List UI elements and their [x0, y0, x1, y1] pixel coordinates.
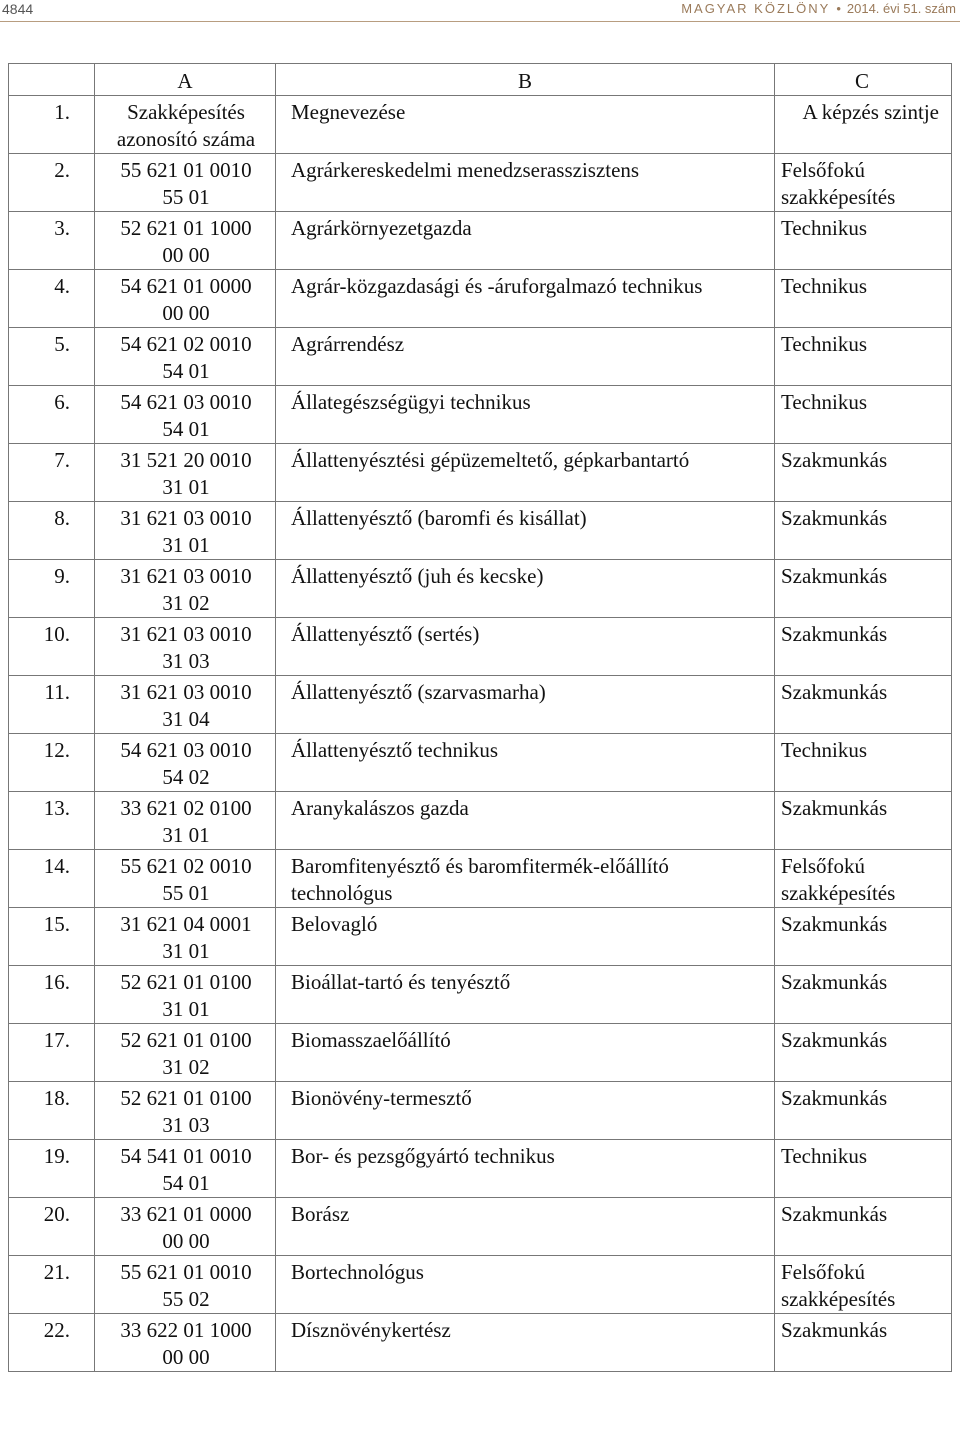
row-number [9, 96, 95, 154]
table-row [9, 618, 952, 676]
row-number-line: 18. [43, 1086, 70, 1110]
qualification-code-line: 55 01 [162, 185, 210, 209]
row-number [9, 270, 95, 328]
row-number [9, 1024, 95, 1082]
training-level [775, 212, 952, 270]
qualification-code-line: 31 01 [162, 997, 210, 1021]
page-number: 4844 [2, 1, 34, 17]
training-level-line: Technikus [781, 390, 868, 414]
training-level-line: Szakmunkás [781, 912, 888, 936]
qualification-code [95, 1256, 276, 1314]
row-number-line: 15. [43, 912, 70, 936]
training-level [775, 1314, 952, 1372]
training-level-line: Szakmunkás [781, 448, 888, 472]
qualification-code [95, 328, 276, 386]
qualification-code-line: 31 01 [162, 533, 210, 557]
qualification-code [95, 1140, 276, 1198]
qualification-name [276, 734, 775, 792]
table-row [9, 1082, 952, 1140]
corner-cell [9, 64, 95, 96]
training-level-line: Szakmunkás [781, 564, 888, 588]
training-level-line: Technikus [781, 738, 868, 762]
qualification-code-line: 31 04 [162, 707, 210, 731]
qualification-code [95, 502, 276, 560]
qualification-name-line: Bor- és pezsgőgyártó technikus [291, 1144, 555, 1168]
table-row [9, 1314, 952, 1372]
qualification-code-line: 33 621 01 0000 [120, 1202, 252, 1226]
qualification-name-line: Állattenyésztési gépüzemeltető, gépkarbantartó [291, 448, 690, 472]
row-number-line: 8. [54, 506, 70, 530]
row-number-line: 19. [43, 1144, 70, 1168]
qualification-code-line: 52 621 01 0100 [120, 970, 252, 994]
qualification-code-line: 52 621 01 0100 [120, 1086, 252, 1110]
qualification-name-line: Agrárkereskedelmi menedzserasszisztens [291, 158, 640, 182]
header-rule [0, 21, 960, 22]
qualification-code [95, 966, 276, 1024]
row-number-line: 9. [54, 564, 70, 588]
qualification-name [276, 328, 775, 386]
qualification-name [276, 966, 775, 1024]
table-row [9, 792, 952, 850]
qualification-name [276, 96, 775, 154]
training-level [775, 908, 952, 966]
row-number [9, 444, 95, 502]
qualification-name-line: Borász [291, 1202, 350, 1226]
qualification-code-line: 31 621 03 0010 [120, 680, 252, 704]
training-level [775, 1256, 952, 1314]
training-level [775, 966, 952, 1024]
qualification-name-line: Állattenyésztő (szarvasmarha) [291, 680, 546, 704]
qualification-name [276, 1314, 775, 1372]
qualification-name-line: Aranykalászos gazda [291, 796, 469, 820]
qualification-code-line: 31 02 [162, 591, 210, 615]
qualification-code [95, 1314, 276, 1372]
qualification-code-line: 55 621 01 0010 [120, 158, 252, 182]
qualification-code-line: 00 00 [162, 1345, 210, 1369]
training-level-line: szakképesítés [781, 185, 896, 209]
row-number-line: 12. [43, 738, 70, 762]
qualification-code-line: 31 01 [162, 475, 210, 499]
training-level-line: szakképesítés [781, 1287, 896, 1311]
training-level-line: Szakmunkás [781, 1086, 888, 1110]
training-level-line: Technikus [781, 274, 868, 298]
qualification-name-line: Állattenyésztő (sertés) [291, 622, 480, 646]
qualification-name-line: Dísznövénykertész [291, 1318, 451, 1342]
qualification-code [95, 734, 276, 792]
qualification-name [276, 1140, 775, 1198]
qualification-name-line: Bortechnológus [291, 1260, 424, 1284]
qualification-name [276, 212, 775, 270]
qualification-code [95, 1198, 276, 1256]
issue-label: 2014. évi 51. szám [846, 1, 956, 16]
training-level [775, 676, 952, 734]
row-number-line: 20. [43, 1202, 70, 1226]
qualification-code [95, 560, 276, 618]
qualification-name-line: Állattenyésztő (juh és kecske) [291, 564, 544, 588]
qualification-name-line: Agrárkörnyezetgazda [291, 216, 472, 240]
table-row [9, 270, 952, 328]
qualification-code [95, 270, 276, 328]
row-number-line: 7. [54, 448, 70, 472]
row-number [9, 328, 95, 386]
training-level [775, 618, 952, 676]
qualification-code-line: 54 01 [162, 359, 210, 383]
qualification-name [276, 850, 775, 908]
training-level [775, 1082, 952, 1140]
qualification-name-line: Belovagló [291, 912, 378, 936]
training-level [775, 444, 952, 502]
qualification-code [95, 154, 276, 212]
qualification-code-line: 52 621 01 0100 [120, 1028, 252, 1052]
training-level [775, 154, 952, 212]
qualification-name [276, 792, 775, 850]
qualification-code-line: 31 01 [162, 823, 210, 847]
qualification-code-line: 55 621 02 0010 [120, 854, 252, 878]
row-number [9, 386, 95, 444]
training-level-line: A képzés szintje [802, 100, 939, 124]
qualification-code-line: 54 01 [162, 417, 210, 441]
training-level [775, 1198, 952, 1256]
qualification-code-line: 31 01 [162, 939, 210, 963]
row-number [9, 502, 95, 560]
qualification-name [276, 502, 775, 560]
training-level-line: Felsőfokú [781, 1260, 865, 1284]
training-level [775, 270, 952, 328]
row-number-line: 11. [44, 680, 70, 704]
qualification-code [95, 96, 276, 154]
header-separator: • [836, 1, 841, 16]
qualification-code-line: 54 621 03 0010 [120, 390, 252, 414]
row-number-line: 17. [43, 1028, 70, 1052]
table-row [9, 1198, 952, 1256]
row-number [9, 1256, 95, 1314]
qualification-name-line: technológus [291, 881, 393, 905]
qualification-code [95, 386, 276, 444]
qualification-code [95, 850, 276, 908]
journal-title: MAGYAR KÖZLÖNY [681, 1, 831, 16]
qualification-code-line: 54 621 01 0000 [120, 274, 252, 298]
row-number-line: 21. [43, 1260, 70, 1284]
qualification-code-line: 33 622 01 1000 [120, 1318, 252, 1342]
training-level [775, 328, 952, 386]
training-level [775, 560, 952, 618]
row-number [9, 212, 95, 270]
qualification-code-line: azonosító száma [116, 127, 256, 151]
qualifications-table [8, 63, 952, 1372]
qualification-name-line: Bionövény-termesztő [291, 1086, 472, 1110]
qualification-code-line: 31 03 [162, 649, 210, 673]
training-level-line: Szakmunkás [781, 622, 888, 646]
row-number [9, 618, 95, 676]
table-row [9, 386, 952, 444]
qualification-code-line: 33 621 02 0100 [120, 796, 252, 820]
row-number [9, 1198, 95, 1256]
training-level-line: Felsőfokú [781, 854, 865, 878]
training-level [775, 386, 952, 444]
qualification-code [95, 212, 276, 270]
qualification-code-line: 52 621 01 1000 [120, 216, 252, 240]
column-header-b: B [276, 64, 775, 96]
table-row [9, 154, 952, 212]
qualification-name-line: Agrárrendész [291, 332, 405, 356]
training-level-line: Technikus [781, 216, 868, 240]
table-header-row [9, 96, 952, 154]
row-number-line: 4. [54, 274, 70, 298]
table-row [9, 444, 952, 502]
training-level-line: Szakmunkás [781, 506, 888, 530]
training-level-line: Technikus [781, 332, 868, 356]
training-level [775, 734, 952, 792]
qualification-code-line: 54 02 [162, 765, 210, 789]
row-number-line: 13. [43, 796, 70, 820]
training-level-line: szakképesítés [781, 881, 896, 905]
qualification-code-line: 31 03 [162, 1113, 210, 1137]
qualification-code [95, 444, 276, 502]
qualification-code-line: 31 621 04 0001 [120, 912, 252, 936]
qualification-name-line: Agrár-közgazdasági és -áruforgalmazó technikus [291, 274, 703, 298]
qualification-name [276, 560, 775, 618]
column-header-a: A [95, 64, 276, 96]
qualification-name [276, 1198, 775, 1256]
qualification-name [276, 444, 775, 502]
qualification-code-line: 55 621 01 0010 [120, 1260, 252, 1284]
row-number [9, 154, 95, 212]
qualification-code-line: 55 02 [162, 1287, 210, 1311]
qualification-code [95, 618, 276, 676]
row-number-line: 2. [54, 158, 70, 182]
training-level [775, 1024, 952, 1082]
qualification-code-line: 31 621 03 0010 [120, 506, 252, 530]
row-number [9, 966, 95, 1024]
row-number-line: 10. [43, 622, 70, 646]
row-number [9, 560, 95, 618]
row-number [9, 1140, 95, 1198]
qualification-name [276, 1082, 775, 1140]
qualification-name-line: Megnevezése [291, 100, 406, 124]
qualification-code-line: 54 01 [162, 1171, 210, 1195]
table-row [9, 1140, 952, 1198]
qualification-code-line: 31 02 [162, 1055, 210, 1079]
table-row [9, 212, 952, 270]
row-number-line: 1. [54, 100, 70, 124]
qualification-name [276, 270, 775, 328]
qualification-name [276, 386, 775, 444]
training-level [775, 850, 952, 908]
row-number [9, 792, 95, 850]
qualification-code [95, 1024, 276, 1082]
qualification-code [95, 908, 276, 966]
table-row [9, 1256, 952, 1314]
table-row [9, 502, 952, 560]
qualification-code-line: 55 01 [162, 881, 210, 905]
qualification-code [95, 676, 276, 734]
training-level-line: Szakmunkás [781, 1318, 888, 1342]
training-level [775, 96, 952, 154]
qualification-name [276, 618, 775, 676]
qualification-name [276, 676, 775, 734]
qualification-name-line: Bioállat-tartó és tenyésztő [291, 970, 511, 994]
row-number-line: 5. [54, 332, 70, 356]
qualification-code-line: 00 00 [162, 301, 210, 325]
qualification-code [95, 792, 276, 850]
table-row [9, 850, 952, 908]
qualification-name-line: Biomasszaelőállító [291, 1028, 451, 1052]
qualification-code-line: 31 621 03 0010 [120, 622, 252, 646]
row-number-line: 3. [54, 216, 70, 240]
table-row [9, 908, 952, 966]
training-level-line: Szakmunkás [781, 970, 888, 994]
row-number-line: 14. [43, 854, 70, 878]
qualification-name [276, 1024, 775, 1082]
table-row [9, 328, 952, 386]
qualification-code-line: 31 521 20 0010 [120, 448, 252, 472]
qualification-code [95, 1082, 276, 1140]
qualification-code-line: 31 621 03 0010 [120, 564, 252, 588]
training-level-line: Szakmunkás [781, 680, 888, 704]
row-number [9, 1082, 95, 1140]
training-level [775, 502, 952, 560]
qualification-code-line: 00 00 [162, 1229, 210, 1253]
table-row [9, 734, 952, 792]
column-header-c: C [775, 64, 952, 96]
training-level [775, 792, 952, 850]
training-level-line: Szakmunkás [781, 796, 888, 820]
row-number-line: 22. [43, 1318, 70, 1342]
qualification-code-line: 00 00 [162, 243, 210, 267]
row-number [9, 850, 95, 908]
row-number [9, 676, 95, 734]
qualification-name [276, 154, 775, 212]
qualification-name-line: Baromfitenyésztő és baromfitermék-előállító [291, 854, 669, 878]
table-row [9, 1024, 952, 1082]
row-number [9, 908, 95, 966]
qualification-name-line: Állattenyésztő technikus [291, 738, 499, 762]
qualification-name [276, 908, 775, 966]
column-letter-row [9, 64, 952, 96]
qualification-name-line: Állattenyésztő (baromfi és kisállat) [291, 506, 587, 530]
row-number-line: 16. [43, 970, 70, 994]
qualification-name [276, 1256, 775, 1314]
training-level-line: Szakmunkás [781, 1028, 888, 1052]
qualification-code-line: 54 621 02 0010 [120, 332, 252, 356]
qualification-code-line: 54 621 03 0010 [120, 738, 252, 762]
row-number [9, 1314, 95, 1372]
row-number [9, 734, 95, 792]
running-header [681, 1, 956, 16]
training-level-line: Felsőfokú [781, 158, 865, 182]
table-row [9, 560, 952, 618]
qualification-code-line: Szakképesítés [127, 100, 245, 124]
training-level-line: Szakmunkás [781, 1202, 888, 1226]
table-row [9, 676, 952, 734]
training-level-line: Technikus [781, 1144, 868, 1168]
row-number-line: 6. [54, 390, 70, 414]
qualification-name-line: Állategészségügyi technikus [291, 390, 531, 414]
training-level [775, 1140, 952, 1198]
table-row [9, 966, 952, 1024]
qualification-code-line: 54 541 01 0010 [120, 1144, 252, 1168]
